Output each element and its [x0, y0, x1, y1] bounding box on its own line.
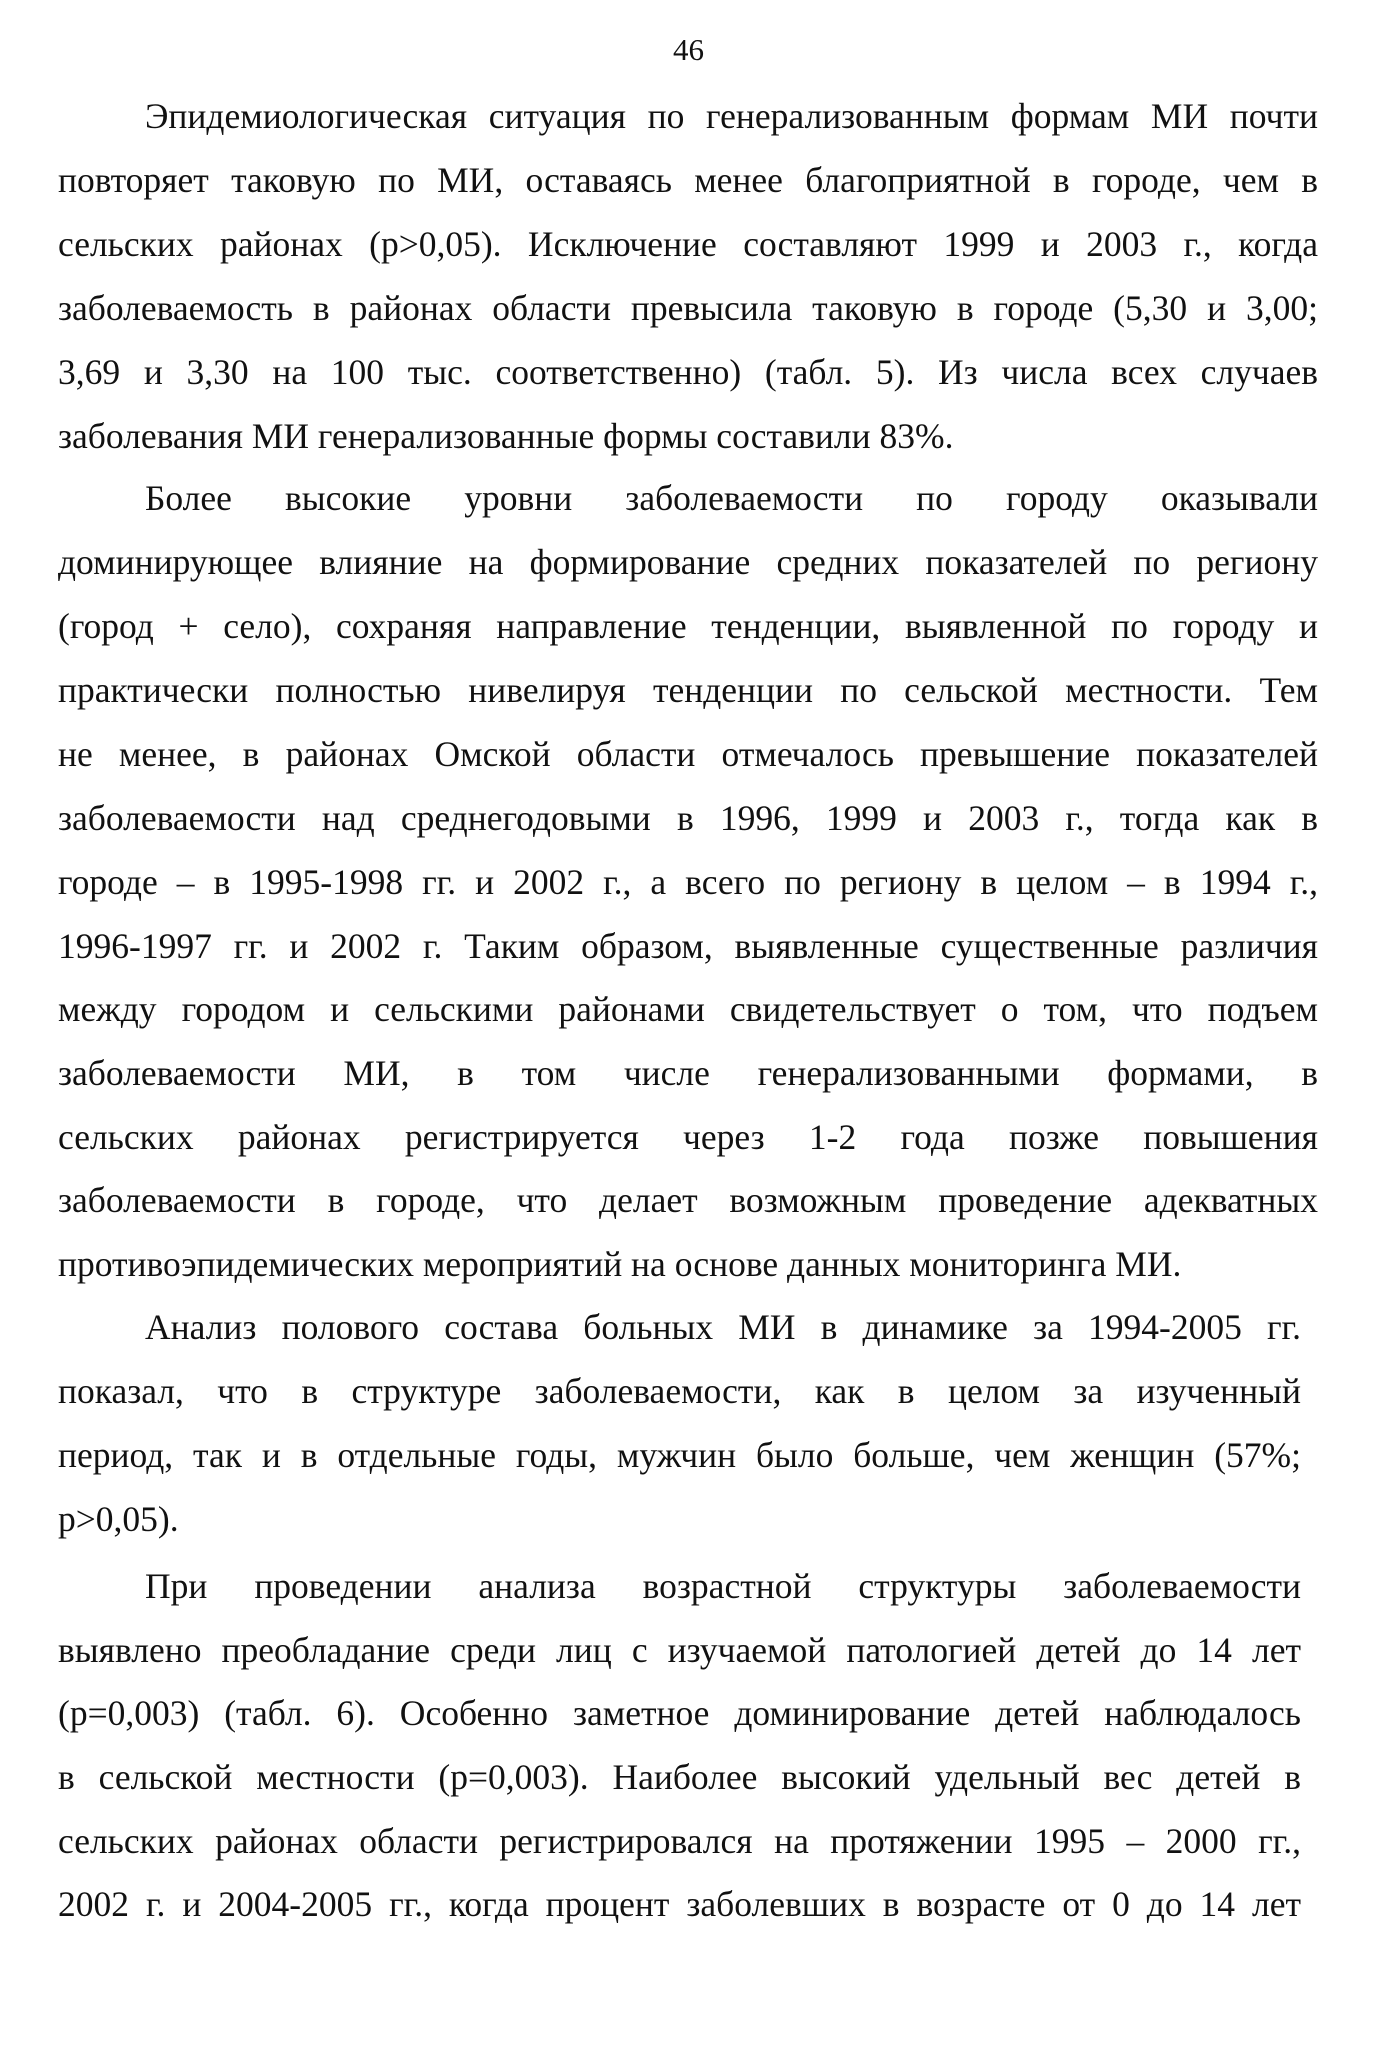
paragraph-line: доминирующее влияние на формирование средних показателей по региону [58, 542, 1318, 582]
paragraph-line: повторяет таковую по МИ, оставаясь менее благоприятной в городе, чем в [58, 160, 1318, 200]
paragraph-line: заболевания МИ генерализованные формы составили 83%. [58, 416, 954, 456]
paragraph-line: показал, что в структуре заболеваемости, как в целом за изученный [58, 1371, 1301, 1411]
paragraph-line: сельских районах (р>0,05). Исключение составляют 1999 и 2003 г., когда [58, 224, 1318, 264]
paragraph-line: сельских районах регистрируется через 1-2 года позже повышения [58, 1117, 1318, 1157]
paragraph-line: заболеваемости МИ, в том числе генерализованными формами, в [58, 1053, 1318, 1093]
paragraph-line: заболеваемости в городе, что делает возможным проведение адекватных [58, 1180, 1318, 1220]
paragraph-line: практически полностью нивелируя тенденции по сельской местности. Тем [58, 670, 1318, 710]
paragraph-line: 2002 г. и 2004-2005 гг., когда процент заболевших в возрасте от 0 до 14 лет [58, 1884, 1301, 1924]
paragraph-line: (р=0,003) (табл. 6). Особенно заметное доминирование детей наблюдалось [58, 1693, 1301, 1733]
paragraph-line: в сельской местности (р=0,003). Наиболее высокий удельный вес детей в [58, 1757, 1301, 1797]
paragraph-line: сельских районах области регистрировался на протяжении 1995 – 2000 гг., [58, 1821, 1301, 1861]
paragraph-line: 1996-1997 гг. и 2002 г. Таким образом, выявленные существенные различия [58, 926, 1318, 966]
paragraph-line: р>0,05). [58, 1499, 179, 1539]
paragraph-line: период, так и в отдельные годы, мужчин было больше, чем женщин (57%; [58, 1435, 1301, 1475]
paragraph-line: При проведении анализа возрастной структуры заболеваемости [145, 1566, 1301, 1606]
paragraph-line: заболеваемость в районах области превысила таковую в городе (5,30 и 3,00; [58, 288, 1318, 328]
paragraph-line: Эпидемиологическая ситуация по генерализованным формам МИ почти [145, 96, 1318, 136]
paragraph-line: не менее, в районах Омской области отмечалось превышение показателей [58, 734, 1318, 774]
paragraph-line: 3,69 и 3,30 на 100 тыс. соответственно) (табл. 5). Из числа всех случаев [58, 352, 1318, 392]
page-number: 46 [673, 32, 704, 67]
paragraph-line: Анализ полового состава больных МИ в динамике за 1994-2005 гг. [145, 1307, 1301, 1347]
paragraph-line: (город + село), сохраняя направление тенденции, выявленной по городу и [58, 606, 1318, 646]
paragraph-line: выявлено преобладание среди лиц с изучаемой патологией детей до 14 лет [58, 1630, 1301, 1670]
paragraph-line: противоэпидемических мероприятий на основе данных мониторинга МИ. [58, 1244, 1182, 1284]
paragraph-line: Более высокие уровни заболеваемости по городу оказывали [145, 478, 1318, 518]
paragraph-line: заболеваемости над среднегодовыми в 1996, 1999 и 2003 г., тогда как в [58, 798, 1318, 838]
paragraph-line: между городом и сельскими районами свидетельствует о том, что подъем [58, 989, 1318, 1029]
paragraph-line: городе – в 1995-1998 гг. и 2002 г., а всего по региону в целом – в 1994 г., [58, 862, 1318, 902]
